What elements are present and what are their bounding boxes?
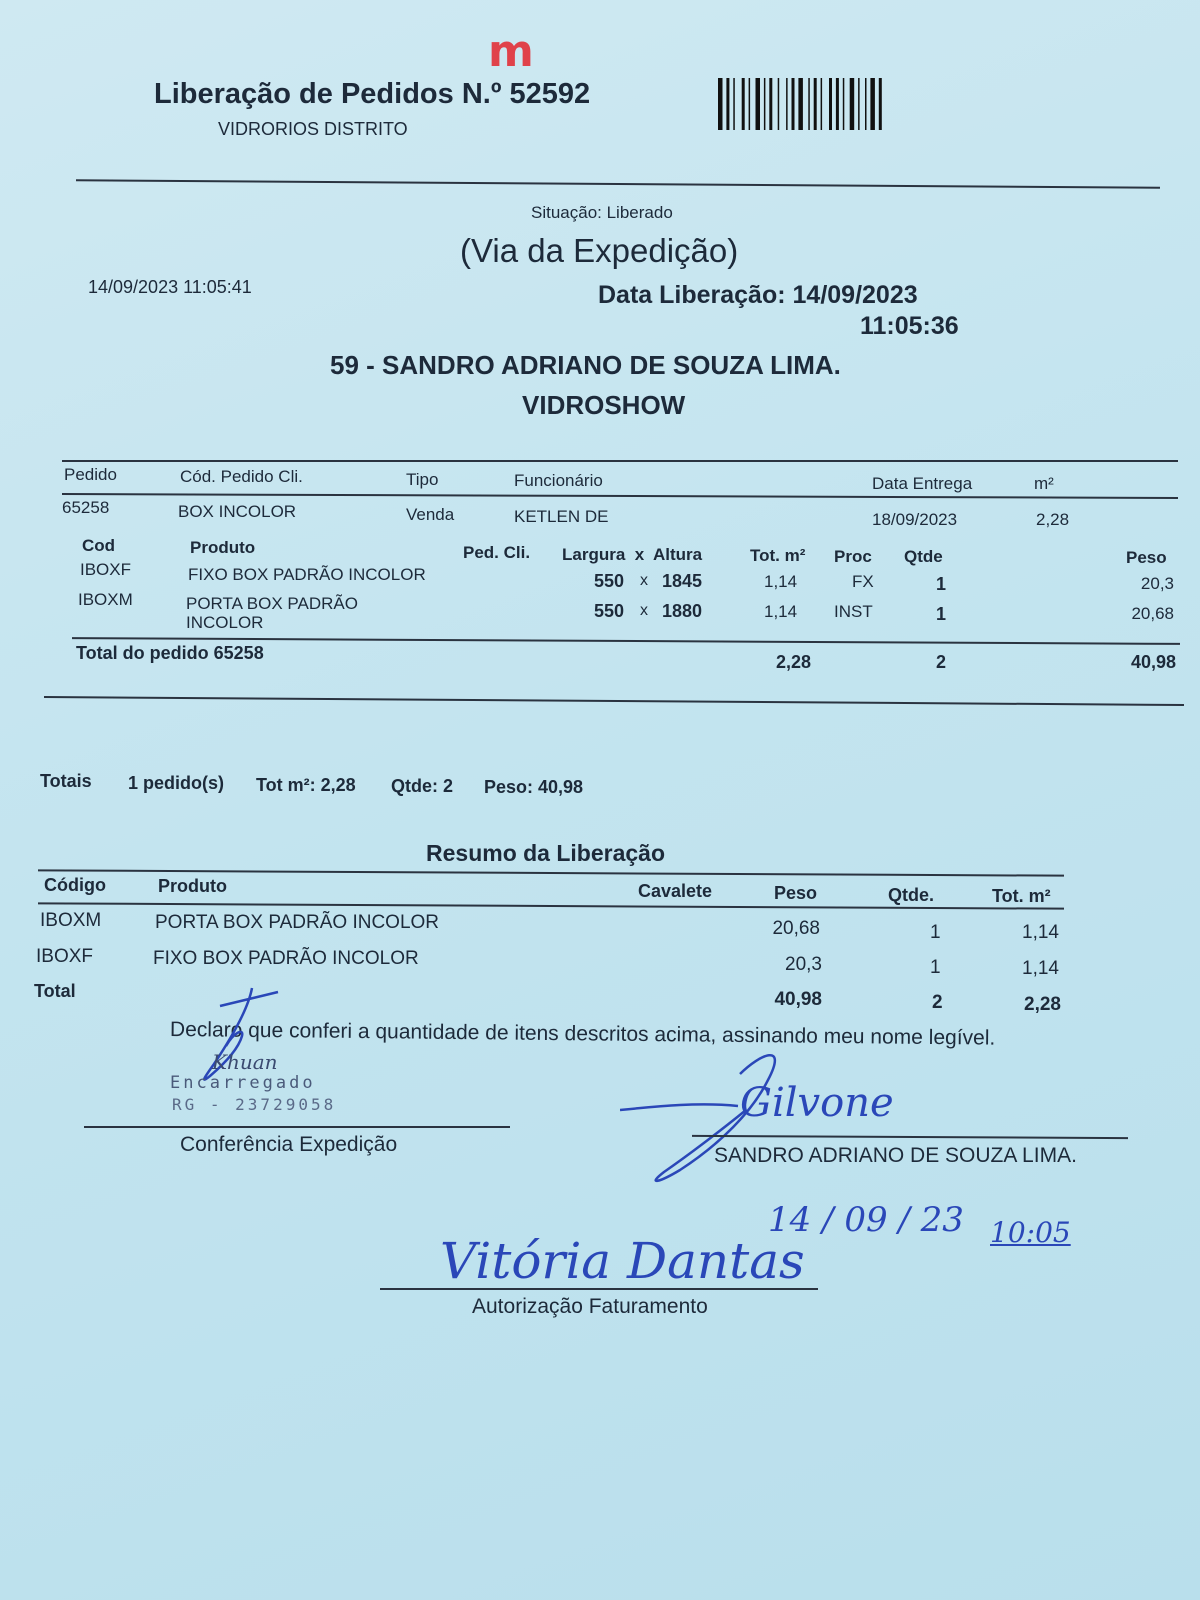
summary-peso: 20,3: [785, 954, 822, 975]
stamp-rg: RG - 23729058: [172, 1095, 337, 1114]
items-col-ped-cli: Ped. Cli.: [463, 543, 531, 562]
order-total-peso: 40,98: [1130, 652, 1176, 672]
barcode-bar: [726, 78, 729, 130]
barcode-bar: [764, 78, 766, 130]
summary-col-peso: Peso: [774, 883, 818, 903]
barcode-bar: [870, 78, 875, 130]
totals-label: Totais: [40, 771, 92, 791]
barcode-bar: [778, 78, 780, 130]
order-funcionario: KETLEN DE: [514, 507, 609, 526]
summary-col-tot-m2: Tot. m²: [992, 886, 1051, 906]
item-produto: FIXO BOX PADRÃO INCOLOR: [188, 565, 426, 584]
order-mid-rule: [62, 493, 1178, 499]
summary-tot-m2: 1,14: [1022, 922, 1059, 943]
conferencia-label: Conferência Expedição: [180, 1133, 398, 1156]
barcode-bar: [733, 78, 735, 130]
summary-qtde: 1: [930, 922, 941, 943]
authorization-signature: Vitória Dantas: [440, 1232, 805, 1290]
order-total-qtde: 2: [936, 652, 947, 672]
summary-total-tot-m2: 2,28: [1024, 994, 1061, 1015]
barcode-bar: [718, 78, 723, 130]
summary-title: Resumo da Liberação: [426, 840, 666, 866]
item-tot-m2: 1,14: [764, 572, 798, 591]
items-col-qtde: Qtde: [904, 547, 943, 566]
item-proc: FX: [852, 572, 874, 591]
barcode-bar: [742, 78, 745, 130]
summary-codigo: IBOXF: [36, 946, 94, 967]
barcode-bar: [858, 78, 860, 130]
page-title: Liberação de Pedidos N.º 52592: [154, 78, 591, 110]
summary-col-cavalete: Cavalete: [638, 881, 713, 901]
summary-produto: PORTA BOX PADRÃO INCOLOR: [155, 912, 440, 933]
summary-qtde: 1: [930, 957, 941, 978]
client-name: 59 - SANDRO ADRIANO DE SOUZA LIMA.: [330, 350, 841, 380]
items-col-tot-m2: Tot. m²: [750, 546, 806, 565]
barcode-bar: [821, 78, 823, 130]
release-time: 11:05:36: [860, 312, 959, 340]
stamp-name: Khuan: [212, 1050, 278, 1074]
barcode-bar: [756, 78, 761, 130]
barcode-bar: [850, 78, 855, 130]
barcode-bar: [814, 78, 817, 130]
item-peso: 20,68: [1131, 604, 1174, 623]
summary-col-codigo: Código: [44, 875, 106, 895]
item-produto: PORTA BOX PADRÃO: [186, 594, 358, 613]
summary-total-label: Total: [34, 981, 76, 1001]
barcode-bar: [749, 78, 751, 130]
summary-codigo: IBOXM: [40, 910, 102, 931]
items-col-cod: Cod: [82, 536, 116, 555]
col-pedido: Pedido: [64, 465, 117, 484]
summary-peso: 20,68: [772, 918, 820, 939]
item-proc: INST: [834, 602, 873, 621]
handwritten-time: 10:05: [990, 1216, 1071, 1249]
order-bottom-rule: [44, 696, 1184, 706]
col-data-entrega: Data Entrega: [872, 474, 973, 493]
barcode-bar: [792, 78, 795, 130]
item-altura: 1845: [662, 571, 703, 591]
item-qtde: 1: [936, 604, 947, 624]
item-peso: 20,3: [1140, 574, 1174, 593]
order-pedido: 65258: [62, 498, 110, 517]
summary-produto: FIXO BOX PADRÃO INCOLOR: [153, 948, 419, 969]
col-cod-pedido-cli: Cód. Pedido Cli.: [180, 467, 303, 486]
totals-pedidos: 1 pedido(s): [128, 773, 225, 793]
order-total-m2: 2,28: [776, 652, 812, 672]
item-x-sign: x: [640, 572, 648, 589]
release-date: Data Liberação: 14/09/2023: [598, 281, 918, 309]
barcode: [718, 78, 908, 130]
barcode-bar: [865, 78, 867, 130]
totals-peso: Peso: 40,98: [484, 777, 584, 797]
summary-tot-m2: 1,14: [1022, 958, 1059, 979]
summary-col-produto: Produto: [158, 876, 227, 896]
order-total-label: Total do pedido 65258: [76, 643, 264, 663]
barcode-bar: [798, 78, 803, 130]
items-col-dims: Largura x Altura: [562, 545, 703, 564]
items-col-peso: Peso: [1126, 548, 1167, 567]
order-m2: 2,28: [1036, 510, 1070, 529]
client-signature-text: Gilvone: [740, 1080, 894, 1126]
client-sign-label: SANDRO ADRIANO DE SOUZA LIMA.: [714, 1144, 1077, 1167]
printed-at: 14/09/2023 11:05:41: [88, 277, 252, 297]
item-altura: 1880: [662, 601, 703, 621]
item-x-sign: x: [640, 602, 648, 619]
totals-qtde: Qtde: 2: [391, 776, 454, 796]
authorization-label: Autorização Faturamento: [472, 1295, 708, 1318]
conferencia-line: [84, 1126, 510, 1128]
authorization-line: [380, 1288, 818, 1290]
item-cod: IBOXF: [80, 560, 132, 579]
declaration-text: Declaro que conferi a quantidade de itens descritos acima, assinando meu nome legível.: [169, 1018, 996, 1050]
item-cod: IBOXM: [78, 590, 133, 609]
totals-m2: Tot m²: 2,28: [256, 775, 356, 795]
col-tipo: Tipo: [406, 470, 439, 489]
barcode-bar: [836, 78, 839, 130]
handwritten-date: 14 / 09 / 23: [768, 1200, 964, 1240]
stamp-role: Encarregado: [170, 1073, 316, 1093]
col-funcionario: Funcionário: [514, 471, 603, 490]
barcode-bar: [879, 78, 882, 130]
order-data-entrega: 18/09/2023: [872, 510, 958, 529]
items-col-produto: Produto: [190, 538, 256, 557]
col-m2: m²: [1034, 474, 1054, 493]
order-cod-cli: BOX INCOLOR: [178, 502, 297, 521]
order-tipo: Venda: [406, 505, 455, 524]
client-store: VIDROSHOW: [522, 390, 686, 420]
barcode-bar: [808, 78, 810, 130]
item-qtde: 1: [936, 574, 947, 594]
items-col-proc: Proc: [834, 547, 872, 566]
summary-total-peso: 40,98: [774, 989, 822, 1010]
order-top-rule: [62, 460, 1178, 462]
barcode-bar: [843, 78, 845, 130]
item-largura: 550: [594, 571, 625, 591]
barcode-bar: [769, 78, 772, 130]
header-divider: [76, 179, 1160, 189]
summary-col-qtde: Qtde.: [888, 885, 935, 905]
company-name: VIDRORIOS DISTRITO: [218, 119, 408, 139]
barcode-bar: [829, 78, 832, 130]
item-largura: 550: [594, 601, 625, 621]
logo-mark: m: [488, 26, 534, 77]
barcode-bar: [786, 78, 788, 130]
copy-label: (Via da Expedição): [460, 232, 739, 269]
item-tot-m2: 1,14: [764, 602, 798, 621]
summary-total-qtde: 2: [932, 992, 943, 1013]
status-text: Situação: Liberado: [531, 203, 673, 222]
item-produto-cont: INCOLOR: [186, 613, 264, 632]
